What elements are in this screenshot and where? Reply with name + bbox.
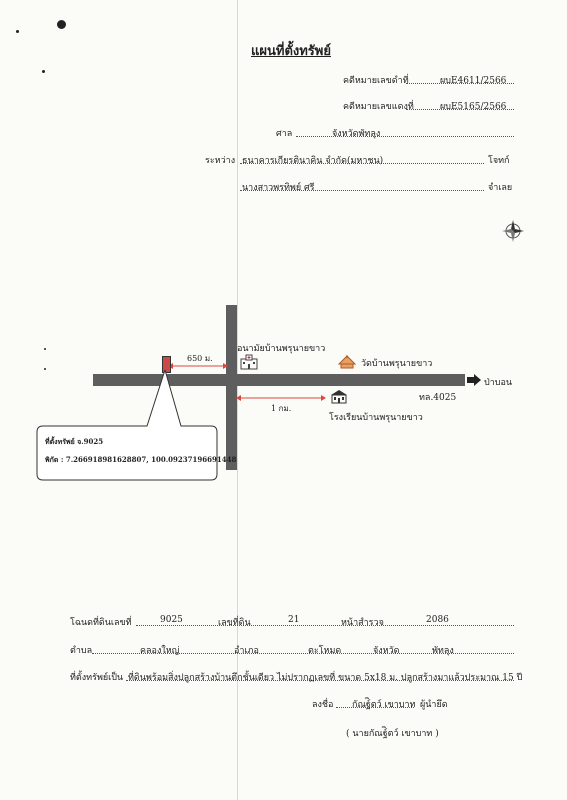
subdistrict-label: ตำบล (70, 646, 93, 656)
district-value: ตะโหมด (308, 646, 342, 656)
school-label: โรงเรียนบ้านพรุนายขาว (329, 413, 423, 423)
black-case-label: คดีหมายเลขดำที่ (343, 76, 409, 86)
between-label: ระหว่าง (205, 156, 236, 166)
court-label: ศาล (276, 129, 293, 139)
page-title: แผนที่ตั้งทรัพย์ (251, 44, 331, 59)
temple-icon (338, 355, 356, 369)
distance-label-650: 650 ม. (187, 354, 213, 363)
land-no-label: เลขที่ดิน (218, 618, 251, 628)
scan-smudge (57, 20, 66, 29)
distance-arrow-1km (236, 394, 326, 402)
dotted-line (136, 625, 514, 626)
red-case-label: คดีหมายเลขแดงที่ (343, 102, 414, 112)
highway-label: ทล.4025 (419, 393, 457, 403)
hospital-icon (240, 354, 258, 370)
property-desc-value: ที่ดินพร้อมสิ่งปลูกสร้างบ้านตึกชั้นเดียว ไม่ปรากฏเลขที่ ขนาด 5x18 ม. ปลูกสร้างมาแล้วประมาณ 15 ปี (128, 673, 523, 683)
defendant-value: นางสาวพรทิพย์ ศรี (242, 183, 315, 193)
deed-label: โฉนดที่ดินเลขที่ (70, 618, 132, 628)
sign-value: กัณฐ์ิตว์ เขาบาท (352, 700, 416, 710)
temple-label: วัดบ้านพรุนายขาว (361, 359, 433, 369)
district-label: อำเภอ (234, 646, 259, 656)
subdistrict-value: คลองใหญ่ (140, 646, 180, 656)
province-label: จังหวัด (373, 646, 400, 656)
health-center-label: อนามัยบ้านพรุนายขาว (237, 344, 326, 354)
distance-label-1km: 1 กม. (271, 404, 292, 413)
compass-rose-icon (502, 220, 524, 242)
court-value: จังหวัดพัทลุง (332, 129, 381, 139)
black-case-value: ผบE4611/2566 (440, 76, 507, 86)
scan-smudge (44, 348, 46, 350)
property-label: ที่ตั้งทรัพย์ จ.9025 (45, 437, 104, 446)
dotted-line (296, 136, 514, 137)
land-no-value: 21 (288, 615, 300, 625)
signer-name: ( นายกัณฐ์ิตว์ เขาบาท ) (346, 729, 439, 739)
direction-label: ป่าบอน (484, 378, 513, 388)
road-end-arrow-icon (467, 374, 481, 386)
red-case-value: ผบE5165/2566 (440, 102, 507, 112)
school-icon (330, 390, 348, 404)
scan-smudge (16, 30, 19, 33)
plaintiff-value: ธนาคารเกียรตินาคิน จำกัด(มหาชน) (242, 156, 384, 166)
seizer-label: ผู้นำยึด (420, 700, 448, 710)
sign-label: ลงชื่อ (312, 700, 334, 710)
deed-value: 9025 (160, 615, 183, 625)
property-coordinates: พิกัด : 7.266918981628807, 100.09237196691448 (45, 455, 237, 464)
survey-label: หน้าสำรวจ (341, 618, 384, 628)
province-value: พัทลุง (432, 646, 454, 656)
plaintiff-label: โจทก์ (488, 156, 510, 166)
scan-smudge (42, 70, 45, 73)
cross-road (226, 305, 237, 470)
survey-value: 2086 (426, 615, 449, 625)
property-desc-label: ที่ตั้งทรัพย์เป็น (70, 673, 124, 683)
defendant-label: จำเลย (488, 183, 513, 193)
